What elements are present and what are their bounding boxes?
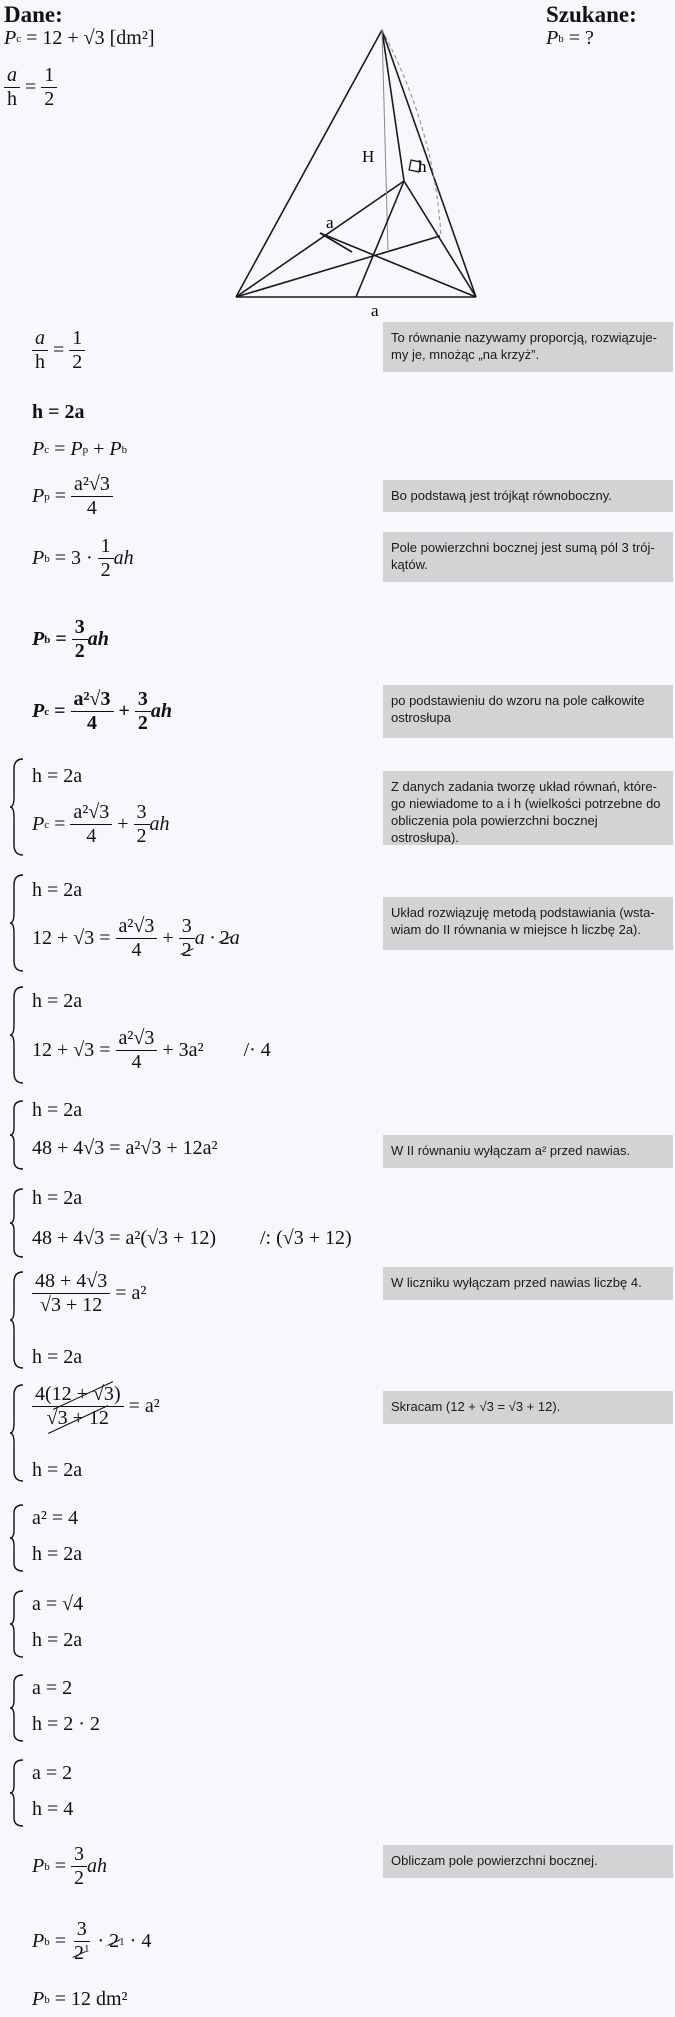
sys3-line1: h = 2a	[32, 990, 83, 1012]
sought-pb: P b = ?	[546, 27, 594, 49]
system-9	[10, 1589, 210, 1659]
note-system: Z danych zadania tworzę układ równań, którego niewiadome to a i h (wielkości potrzebne do obliczenia pola powierzchni bocznej ostrosłupa).	[383, 771, 673, 845]
sys9-line1: a = √4	[32, 1593, 84, 1615]
sys4-line1: h = 2a	[32, 1099, 83, 1121]
note-substitute-total: po podstawieniu do wzoru na pole całkowite ostrosłupa	[383, 685, 673, 738]
sys10-line1: a = 2	[32, 1677, 73, 1699]
system-7	[10, 1383, 310, 1483]
note-factor-4: W liczniku wyłączam przed nawias liczbę 4.	[383, 1267, 673, 1300]
step-pc-full: P c = $\frac{\text{a²√3}}{4}$ + $\frac{3}{2}$ ah	[32, 688, 173, 734]
sys4-line2: 48 + 4√3 = a²√3 + 12a²	[32, 1137, 218, 1159]
step-pb-result: P b = 12 dm²	[32, 1988, 128, 2010]
label-a-base: a	[371, 301, 379, 320]
step-pb-substituted: P b = $\frac{3}{2^1}$ · 2 1 · 4	[32, 1918, 152, 1964]
sys5-line1: h = 2a	[32, 1187, 83, 1209]
sys2-line2: 12 + √3 = $\frac{\text{a²√3}}{4}$ + $\frac{3}{2}$ a · 2 a	[32, 915, 240, 961]
system-4	[10, 1099, 330, 1171]
sys8-line2: h = 2a	[32, 1543, 83, 1565]
sought-pb-value: = ?	[568, 27, 594, 49]
step-pp: P p = $\frac{\text{a²√3}}{4}$	[32, 473, 113, 520]
label-H: H	[362, 147, 375, 166]
given-ratio: $\frac{a}{h}$ = $\frac{1}{2}$	[4, 64, 57, 111]
system-2	[10, 873, 310, 973]
sys1-line2: P c = $\frac{\text{a²√3}}{4}$ + $\frac{3}{2}$ ah	[32, 801, 170, 847]
sys5-line2: 48 + 4√3 = a²(√3 + 12) /: (√3 + 12)	[32, 1227, 352, 1249]
step-pc-sum: P c = P p + P b	[32, 438, 128, 460]
given-pc-value: = 12 + √3 [dm²]	[26, 27, 155, 49]
note-proportion: To równanie nazywamy proporcją, rozwiązujemy je, mnożąc „na krzyż”.	[383, 322, 673, 372]
system-3	[10, 985, 330, 1085]
sys11-line2: h = 4	[32, 1798, 74, 1820]
step-ratio: $\frac{a}{h}$ = $\frac{1}{2}$	[32, 327, 85, 374]
system-5	[10, 1187, 380, 1259]
sys3-line2: 12 + √3 = $\frac{\text{a²√3}}{4}$ + 3a² /· 4	[32, 1027, 271, 1073]
given-pc: P c = 12 + √3 [dm²]	[4, 27, 155, 49]
system-11	[10, 1758, 210, 1828]
note-factor-a2: W II równaniu wyłączam a² przed nawias.	[383, 1135, 673, 1168]
note-base-equilateral: Bo podstawą jest trójkąt równoboczny.	[383, 480, 673, 512]
note-cancel: Skracam (12 + √3 = √3 + 12).	[383, 1391, 673, 1424]
note-compute-lateral: Obliczam pole powierzchni bocznej.	[383, 1845, 673, 1878]
system-1	[10, 757, 310, 857]
system-10	[10, 1673, 210, 1743]
sys6-line1: $\frac{48 + 4√3}{√3 + 12}$ = a²	[32, 1270, 146, 1317]
label-h: h	[418, 157, 427, 176]
label-a-side: a	[326, 213, 334, 232]
note-lateral-sum: Pole powierzchni bocznej jest sumą pól 3 trójkątów.	[383, 532, 673, 582]
step-h-2a: h = 2a	[32, 401, 85, 423]
sys10-line2: h = 2 · 2	[32, 1713, 100, 1735]
step-pb-simplified: P b = $\frac{3}{2}$ ah	[32, 616, 109, 662]
sys11-line1: a = 2	[32, 1762, 73, 1784]
sys8-line1: a² = 4	[32, 1507, 79, 1529]
sys7-line1: $\frac{4(12 + √3)}{√3 + 12}$ = a²	[32, 1383, 160, 1430]
sys2-line1: h = 2a	[32, 879, 83, 901]
sys7-line2: h = 2a	[32, 1459, 83, 1481]
sought-title: Szukane:	[546, 2, 637, 27]
step-pb-again: P b = $\frac{3}{2}$ ah	[32, 1843, 107, 1889]
note-substitution-method: Układ rozwiązuję metodą podstawiania (wstawiam do II równania w miejsce h liczbę 2a).	[383, 897, 673, 950]
system-8	[10, 1503, 210, 1573]
pb-result-value: = 12 dm²	[54, 1988, 128, 2010]
sys6-line2: h = 2a	[32, 1346, 83, 1368]
pyramid-figure	[230, 20, 490, 325]
step-pb-formula: P b = 3 · $\frac{1}{2}$ ah	[32, 535, 134, 581]
system-6	[10, 1270, 310, 1370]
sys1-line1: h = 2a	[32, 765, 83, 787]
sys9-line2: h = 2a	[32, 1629, 83, 1651]
given-title: Dane:	[4, 2, 63, 27]
